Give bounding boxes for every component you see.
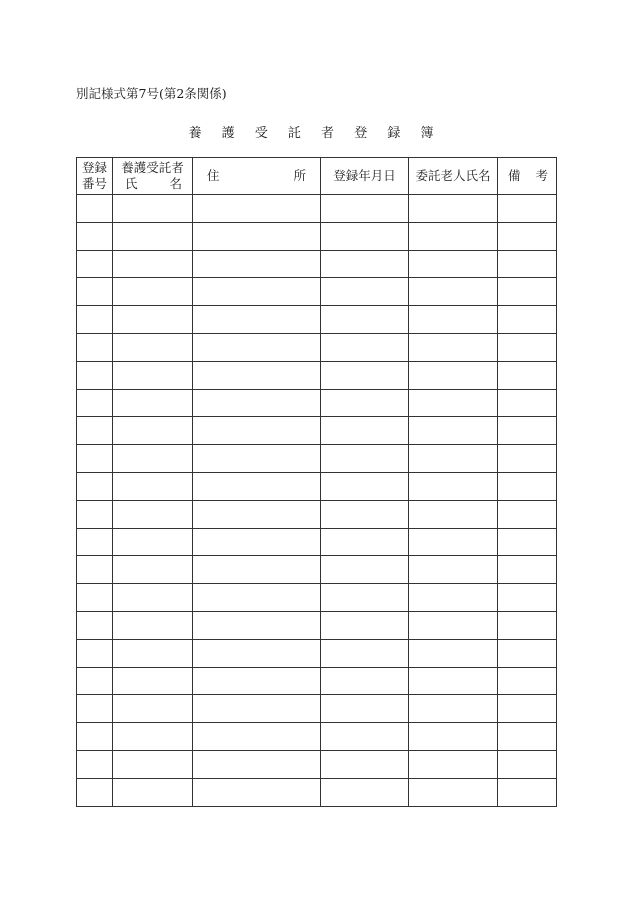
cell-entrusted-elder-name bbox=[409, 445, 498, 473]
cell-registration-number bbox=[77, 695, 113, 723]
table-row bbox=[77, 500, 557, 528]
cell-caretaker-name bbox=[113, 306, 193, 334]
cell-caretaker-name bbox=[113, 667, 193, 695]
cell-entrusted-elder-name bbox=[409, 667, 498, 695]
header-registration-number-line2: 番号 bbox=[81, 176, 107, 191]
cell-entrusted-elder-name bbox=[409, 611, 498, 639]
cell-remarks bbox=[498, 778, 557, 806]
header-caretaker-name-family: 氏 bbox=[125, 176, 138, 191]
cell-address bbox=[193, 750, 321, 778]
header-registration-number-line1: 登録 bbox=[81, 160, 107, 175]
table-row bbox=[77, 778, 557, 806]
cell-registration-date bbox=[321, 222, 409, 250]
cell-address bbox=[193, 195, 321, 223]
header-row bbox=[77, 158, 557, 195]
cell-address bbox=[193, 611, 321, 639]
cell-registration-number bbox=[77, 333, 113, 361]
cell-registration-number bbox=[77, 611, 113, 639]
header-caretaker-name bbox=[113, 158, 193, 195]
cell-registration-number bbox=[77, 306, 113, 334]
cell-address bbox=[193, 278, 321, 306]
table-row bbox=[77, 611, 557, 639]
cell-address bbox=[193, 389, 321, 417]
cell-remarks bbox=[498, 723, 557, 751]
cell-remarks bbox=[498, 500, 557, 528]
cell-remarks bbox=[498, 639, 557, 667]
cell-remarks bbox=[498, 278, 557, 306]
cell-entrusted-elder-name bbox=[409, 278, 498, 306]
table-row bbox=[77, 250, 557, 278]
cell-entrusted-elder-name bbox=[409, 778, 498, 806]
table-row bbox=[77, 584, 557, 612]
cell-registration-date bbox=[321, 584, 409, 612]
cell-entrusted-elder-name bbox=[409, 528, 498, 556]
cell-caretaker-name bbox=[113, 250, 193, 278]
cell-entrusted-elder-name bbox=[409, 333, 498, 361]
header-remarks-part1: 備 bbox=[508, 168, 521, 183]
document-title: 養 護 受 託 者 登 録 簿 bbox=[188, 126, 442, 141]
cell-registration-date bbox=[321, 556, 409, 584]
cell-remarks bbox=[498, 222, 557, 250]
cell-entrusted-elder-name bbox=[409, 195, 498, 223]
cell-registration-number bbox=[77, 500, 113, 528]
cell-remarks bbox=[498, 556, 557, 584]
table-row bbox=[77, 445, 557, 473]
table-row bbox=[77, 333, 557, 361]
cell-address bbox=[193, 333, 321, 361]
cell-address bbox=[193, 556, 321, 584]
cell-entrusted-elder-name bbox=[409, 222, 498, 250]
table-row bbox=[77, 528, 557, 556]
cell-caretaker-name bbox=[113, 417, 193, 445]
cell-remarks bbox=[498, 472, 557, 500]
cell-address bbox=[193, 584, 321, 612]
cell-caretaker-name bbox=[113, 611, 193, 639]
cell-caretaker-name bbox=[113, 556, 193, 584]
table-row bbox=[77, 278, 557, 306]
cell-registration-number bbox=[77, 556, 113, 584]
table-row bbox=[77, 222, 557, 250]
cell-address bbox=[193, 528, 321, 556]
cell-registration-number bbox=[77, 723, 113, 751]
cell-registration-date bbox=[321, 500, 409, 528]
table-row bbox=[77, 361, 557, 389]
cell-caretaker-name bbox=[113, 695, 193, 723]
cell-caretaker-name bbox=[113, 222, 193, 250]
cell-registration-date bbox=[321, 778, 409, 806]
header-remarks bbox=[498, 158, 557, 195]
cell-entrusted-elder-name bbox=[409, 750, 498, 778]
cell-registration-date bbox=[321, 472, 409, 500]
cell-remarks bbox=[498, 195, 557, 223]
cell-registration-number bbox=[77, 584, 113, 612]
cell-entrusted-elder-name bbox=[409, 500, 498, 528]
cell-entrusted-elder-name bbox=[409, 639, 498, 667]
table-row bbox=[77, 195, 557, 223]
cell-entrusted-elder-name bbox=[409, 556, 498, 584]
header-address bbox=[193, 158, 321, 195]
cell-address bbox=[193, 250, 321, 278]
cell-registration-number bbox=[77, 222, 113, 250]
cell-caretaker-name bbox=[113, 778, 193, 806]
cell-registration-number bbox=[77, 445, 113, 473]
cell-caretaker-name bbox=[113, 333, 193, 361]
cell-address bbox=[193, 723, 321, 751]
cell-entrusted-elder-name bbox=[409, 250, 498, 278]
cell-caretaker-name bbox=[113, 278, 193, 306]
cell-entrusted-elder-name bbox=[409, 472, 498, 500]
cell-registration-date bbox=[321, 667, 409, 695]
cell-caretaker-name bbox=[113, 500, 193, 528]
cell-registration-date bbox=[321, 278, 409, 306]
cell-address bbox=[193, 639, 321, 667]
table-row bbox=[77, 306, 557, 334]
cell-registration-number bbox=[77, 389, 113, 417]
cell-remarks bbox=[498, 389, 557, 417]
cell-remarks bbox=[498, 750, 557, 778]
cell-remarks bbox=[498, 306, 557, 334]
table-row bbox=[77, 389, 557, 417]
cell-registration-date bbox=[321, 361, 409, 389]
table-row bbox=[77, 417, 557, 445]
table-row bbox=[77, 556, 557, 584]
cell-registration-number bbox=[77, 778, 113, 806]
cell-address bbox=[193, 472, 321, 500]
header-address-part1: 住 bbox=[207, 168, 220, 183]
cell-caretaker-name bbox=[113, 750, 193, 778]
cell-registration-date bbox=[321, 445, 409, 473]
cell-registration-number bbox=[77, 528, 113, 556]
cell-registration-date bbox=[321, 611, 409, 639]
cell-registration-date bbox=[321, 723, 409, 751]
cell-registration-date bbox=[321, 306, 409, 334]
cell-caretaker-name bbox=[113, 639, 193, 667]
cell-address bbox=[193, 222, 321, 250]
cell-entrusted-elder-name bbox=[409, 723, 498, 751]
cell-caretaker-name bbox=[113, 528, 193, 556]
cell-entrusted-elder-name bbox=[409, 306, 498, 334]
cell-registration-number bbox=[77, 195, 113, 223]
form-reference: 別記様式第7号(第2条関係) bbox=[76, 86, 227, 101]
cell-entrusted-elder-name bbox=[409, 361, 498, 389]
cell-registration-date bbox=[321, 750, 409, 778]
header-registration-date: 登録年月日 bbox=[321, 158, 409, 195]
cell-registration-number bbox=[77, 250, 113, 278]
cell-caretaker-name bbox=[113, 472, 193, 500]
cell-address bbox=[193, 361, 321, 389]
cell-caretaker-name bbox=[113, 584, 193, 612]
table-row bbox=[77, 695, 557, 723]
cell-caretaker-name bbox=[113, 723, 193, 751]
cell-registration-date bbox=[321, 333, 409, 361]
header-remarks-part2: 考 bbox=[535, 168, 548, 183]
cell-caretaker-name bbox=[113, 389, 193, 417]
cell-remarks bbox=[498, 333, 557, 361]
cell-registration-date bbox=[321, 195, 409, 223]
cell-remarks bbox=[498, 445, 557, 473]
cell-address bbox=[193, 417, 321, 445]
cell-registration-number bbox=[77, 667, 113, 695]
cell-remarks bbox=[498, 584, 557, 612]
cell-address bbox=[193, 445, 321, 473]
header-caretaker-name-line1: 養護受託者 bbox=[121, 160, 184, 175]
cell-remarks bbox=[498, 361, 557, 389]
cell-caretaker-name bbox=[113, 361, 193, 389]
cell-registration-date bbox=[321, 417, 409, 445]
cell-remarks bbox=[498, 250, 557, 278]
header-caretaker-name-given: 名 bbox=[169, 176, 182, 191]
cell-registration-date bbox=[321, 639, 409, 667]
table-row bbox=[77, 750, 557, 778]
table-row bbox=[77, 723, 557, 751]
cell-registration-number bbox=[77, 472, 113, 500]
cell-entrusted-elder-name bbox=[409, 584, 498, 612]
header-entrusted-elder-name: 委託老人氏名 bbox=[409, 158, 498, 195]
cell-entrusted-elder-name bbox=[409, 389, 498, 417]
cell-registration-number bbox=[77, 278, 113, 306]
cell-remarks bbox=[498, 528, 557, 556]
cell-caretaker-name bbox=[113, 445, 193, 473]
cell-entrusted-elder-name bbox=[409, 417, 498, 445]
cell-address bbox=[193, 306, 321, 334]
cell-remarks bbox=[498, 667, 557, 695]
cell-registration-date bbox=[321, 250, 409, 278]
register-body bbox=[77, 195, 557, 807]
cell-remarks bbox=[498, 695, 557, 723]
cell-remarks bbox=[498, 611, 557, 639]
cell-entrusted-elder-name bbox=[409, 695, 498, 723]
table-row bbox=[77, 667, 557, 695]
cell-remarks bbox=[498, 417, 557, 445]
header-address-part2: 所 bbox=[293, 168, 306, 183]
cell-registration-date bbox=[321, 528, 409, 556]
cell-address bbox=[193, 778, 321, 806]
cell-registration-number bbox=[77, 417, 113, 445]
cell-registration-number bbox=[77, 361, 113, 389]
cell-caretaker-name bbox=[113, 195, 193, 223]
table-row bbox=[77, 472, 557, 500]
register-table bbox=[76, 157, 557, 807]
header-registration-number bbox=[77, 158, 113, 195]
cell-registration-date bbox=[321, 695, 409, 723]
cell-registration-number bbox=[77, 750, 113, 778]
cell-registration-number bbox=[77, 639, 113, 667]
cell-address bbox=[193, 667, 321, 695]
cell-address bbox=[193, 500, 321, 528]
cell-registration-date bbox=[321, 389, 409, 417]
cell-address bbox=[193, 695, 321, 723]
table-row bbox=[77, 639, 557, 667]
